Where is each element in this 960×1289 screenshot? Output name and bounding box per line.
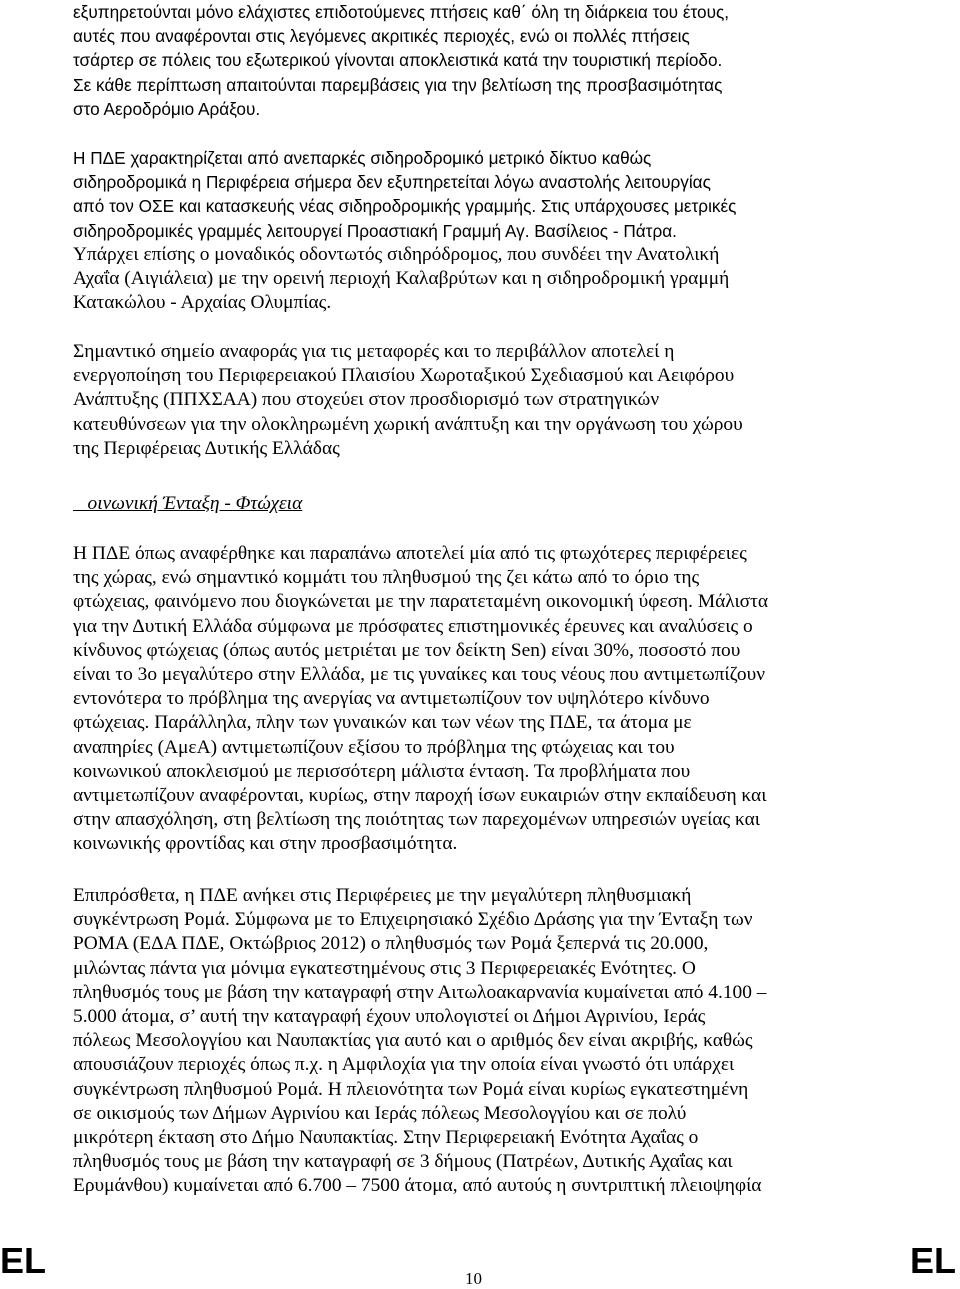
text-line: εξυπηρετούνται μόνο ελάχιστες επιδοτούμενες πτήσεις καθ΄ όλη τη διάρκεια του έτους, bbox=[73, 2, 730, 22]
text-line: Αχαΐα (Αιγιάλεια) με την ορεινή περιοχή Καλαβρύτων και η σιδηροδρομική γραμμή bbox=[73, 268, 730, 290]
text-line: 5.000 άτομα, σ’ αυτή την καταγραφή έχουν υπολογιστεί οι Δήμοι Αγρινίου, Ιεράς bbox=[73, 1006, 706, 1028]
footer-language-mark-left: EL bbox=[0, 1240, 47, 1281]
text-line: εντονότερα το πρόβλημα της ανεργίας να αντιμετωπίζουν τον υψηλότερο κίνδυνο bbox=[73, 688, 710, 710]
paragraph-railway bbox=[73, 146, 736, 315]
text-line: Υπάρχει επίσης ο μοναδικός οδοντωτός σιδηρόδρομος, που συνδέει την Ανατολική bbox=[73, 243, 720, 265]
text-line: πόλεως Μεσολογγίου και Ναυπακτίας για αυτό και ο αριθμός δεν είναι ακριβής, καθώς bbox=[73, 1030, 753, 1052]
text-line: ΡΟΜΑ (ΕΔΑ ΠΔΕ, Οκτώβριος 2012) ο πληθυσμός των Ρομά ξεπερνά τις 20.000, bbox=[73, 933, 709, 955]
paragraph-roma bbox=[73, 884, 766, 1199]
text-line: στην απασχόληση, στη βελτίωση της ποιότητας των παρεχομένων υπηρεσιών υγείας και bbox=[73, 809, 760, 831]
text-line: φτώχειας, φαινόμενο που διογκώνεται με την παρατεταμένη οικονομική ύφεση. Μάλιστα bbox=[73, 591, 769, 613]
text-line: στο Αεροδρόμιο Αράξου. bbox=[73, 98, 261, 119]
text-line: Η ΠΔΕ όπως αναφέρθηκε και παραπάνω αποτελεί μία από τις φτωχότερες περιφέρειες bbox=[73, 543, 747, 564]
footer-language-mark-right: EL bbox=[909, 1240, 956, 1281]
paragraph-spatial-planning bbox=[73, 340, 743, 461]
text-line: κοινωνικής φροντίδας και στην προσβασιμότητα. bbox=[73, 833, 458, 855]
text-line: Σε κάθε περίπτωση απαιτούνται παρεμβάσεις για την βελτίωση της προσβασιμότητας bbox=[73, 74, 723, 95]
paragraph-poverty bbox=[73, 542, 768, 857]
text-line: κοινωνικού αποκλεισμού με περισσότερη μάλιστα ένταση. Τα προβλήματα που bbox=[73, 760, 691, 782]
text-line: πληθυσμός τους με βάση την καταγραφή σε 3 δήμους (Πατρέων, Δυτικής Αχαΐας και bbox=[73, 1151, 733, 1173]
section-heading: οινωνική Ένταξη - Φτώχεια bbox=[73, 493, 303, 514]
text-line: Η ΠΔΕ χαρακτηρίζεται από ανεπαρκές σιδηροδρομικό μετρικό δίκτυο καθώς bbox=[73, 148, 652, 168]
text-line: απουσιάζουν περιοχές όπως π.χ. η Αμφιλοχία για την οποία είναι γνωστό ότι υπάρχει bbox=[73, 1054, 735, 1076]
text-line: αντιμετωπίζουν αναφέρονται, κυρίως, στην παροχή ίσων ευκαιριών στην εκπαίδευση και bbox=[73, 785, 767, 807]
text-line: Ανάπτυξης (ΠΠΧΣΑΑ) που στοχεύει στον προσδιορισμό των στρατηγικών bbox=[73, 389, 660, 411]
text-line: φτώχειας. Παράλληλα, πλην των γυναικών και των νέων της ΠΔΕ, τα άτομα με bbox=[73, 712, 692, 734]
text-line: μικρότερη έκταση στο Δήμο Ναυπακτίας. Στην Περιφερειακή Ενότητα Αχαΐας ο bbox=[73, 1127, 699, 1149]
text-line: αυτές που αναφέρονται στις λεγόμενες ακριτικές περιοχές, ενώ οι πολλές πτήσεις bbox=[73, 26, 690, 47]
text-line: Ερυμάνθου) κυμαίνεται από 6.700 – 7500 άτομα, από αυτούς η συντριπτική πλειοψηφία bbox=[73, 1175, 762, 1197]
text-line: κατευθύνσεων για την ολοκληρωμένη χωρική ανάπτυξη και την οργάνωση του χώρου bbox=[73, 413, 743, 435]
text-line: συγκέντρωση πληθυσμού Ρομά. Η πλειονότητα των Ρομά είναι κυρίως εγκατεστημένη bbox=[73, 1078, 749, 1100]
text-line: αναπηρίες (ΑμεΑ) αντιμετωπίζουν εξίσου το πρόβλημα της φτώχειας και του bbox=[73, 736, 675, 758]
text-line: τσάρτερ σε πόλεις του εξωτερικού γίνονται αποκλειστικά κατά την τουριστική περίοδο. bbox=[73, 50, 723, 71]
text-line: από τον ΟΣΕ και κατασκευής νέας σιδηροδρομικής γραμμής. Στις υπάρχουσες μετρικές bbox=[73, 196, 737, 217]
text-line: για την Δυτική Ελλάδα σύμφωνα με πρόσφατες επιστημονικές έρευνες και αναλύσεις ο bbox=[73, 615, 753, 637]
text-line: μιλώντας πάντα για μόνιμα εγκατεστημένους στις 3 Περιφερειακές Ενότητες. Ο bbox=[73, 957, 696, 979]
text-line: της Περιφέρειας Δυτικής Ελλάδας bbox=[73, 437, 340, 459]
text-line: κίνδυνος φτώχειας (όπως αυτός μετριέται με τον δείκτη Sen) είναι 30%, ποσοστό που bbox=[73, 639, 741, 661]
text-line: της χώρας, ενώ σημαντικό κομμάτι του πληθυσμού της ζει κάτω από το όριο της bbox=[73, 567, 700, 589]
text-line: Κατακώλου - Αρχαίας Ολυμπίας. bbox=[73, 292, 332, 314]
text-line: σε οικισμούς των Δήμων Αγρινίου και Ιεράς πόλεως Μεσολογγίου και σε πολύ bbox=[73, 1102, 687, 1124]
text-line: Σημαντικό σημείο αναφοράς για τις μεταφορές και το περιβάλλον αποτελεί η bbox=[73, 341, 675, 362]
text-line: ενεργοποίηση του Περιφερειακού Πλαισίου Χωροταξικού Σχεδιασμού και Αειφόρου bbox=[73, 365, 735, 387]
text-line: συγκέντρωση Ρομά. Σύμφωνα με το Επιχειρησιακό Σχέδιο Δράσης για την Ένταξη των bbox=[73, 909, 753, 931]
text-line: Επιπρόσθετα, η ΠΔΕ ανήκει στις Περιφέρειες με την μεγαλύτερη πληθυσμιακή bbox=[73, 885, 692, 906]
text-line: είναι το 3ο μεγαλύτερο στην Ελλάδα, με τις γυναίκες και τους νέους που αντιμετωπίζουν bbox=[73, 664, 765, 686]
paragraph-airport bbox=[73, 0, 729, 121]
page-number: 10 bbox=[465, 1269, 482, 1288]
text-line: σιδηροδρομικές γραμμές λειτουργεί Προαστιακή Γραμμή Αγ. Βασίλειος - Πάτρα. bbox=[73, 220, 677, 241]
text-line: πληθυσμός τους με βάση την καταγραφή στην Αιτωλοακαρνανία κυμαίνεται από 4.100 – bbox=[73, 981, 767, 1003]
text-line: σιδηροδρομικά η Περιφέρεια σήμερα δεν εξυπηρετείται λόγω αναστολής λειτουργίας bbox=[73, 172, 711, 193]
